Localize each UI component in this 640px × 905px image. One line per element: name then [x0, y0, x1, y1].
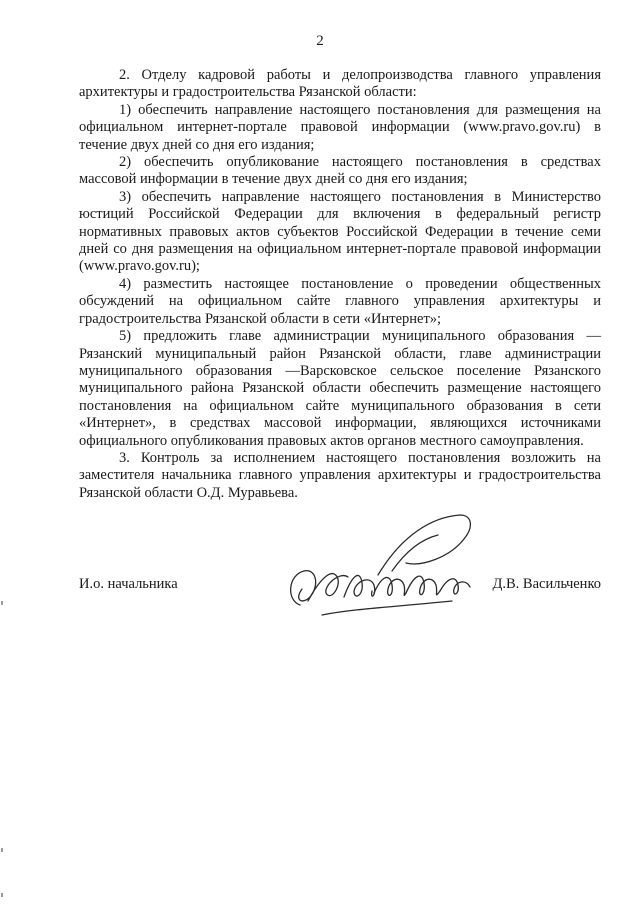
paragraph-item-1: 1) обеспечить направление настоящего постановления для размещения на официальном интернет-портале правовой информации (www.pravo.gov.ru) в течение двух дней со дня его издания;: [79, 101, 601, 153]
paragraph-item-5: 5) предложить главе администрации муниципального образования — Рязанский муниципальный район Рязанской области, главе администрации муниципального образования —Варсковское сельское поселение Рязанского муниципального района Рязанской области обеспечить размещение настоящего постановления на официальном сайте муниципального образования в сети «Интернет», в средствах массовой информации, являющихся источниками официального опубликования правовых актов органов местного самоуправления.: [79, 328, 601, 449]
paragraph-item-2: 2) обеспечить опубликование настоящего постановления в средствах массовой информации в течение двух дней со дня его издания;: [79, 154, 601, 188]
paragraph-3-control: 3. Контроль за исполнением настоящего постановления возложить на заместителя начальника главного управления архитектуры и градостроительства Рязанской области О.Д. Муравьева.: [79, 449, 601, 501]
signatory-title: И.о. начальника: [79, 576, 178, 592]
document-body: [79, 67, 601, 502]
signatory-name: Д.В. Васильченко: [492, 576, 601, 592]
paragraph-2-intro: 2. Отделу кадровой работы и делопроизводства главного управления архитектуры и градостроительства Рязанской области:: [79, 67, 601, 101]
margin-speck: [1, 848, 3, 852]
margin-speck: [1, 601, 3, 605]
paragraph-item-3: 3) обеспечить направление настоящего постановления в Министерство юстиций Российской Федерации для включения в федеральный регистр нормативных правовых актов субъектов Российской Федерации в течение семи дней со дня размещения на официальном интернет-портале правовой информации (www.pravo.gov.ru);: [79, 188, 601, 275]
signature-block: [79, 568, 601, 608]
page-number: 2: [316, 33, 324, 49]
paragraph-item-4: 4) разместить настоящее постановление о проведении общественных обсуждений на официальном сайте главного управления архитектуры и градостроительства Рязанской области в сети «Интернет»;: [79, 275, 601, 327]
margin-speck: [1, 893, 3, 897]
